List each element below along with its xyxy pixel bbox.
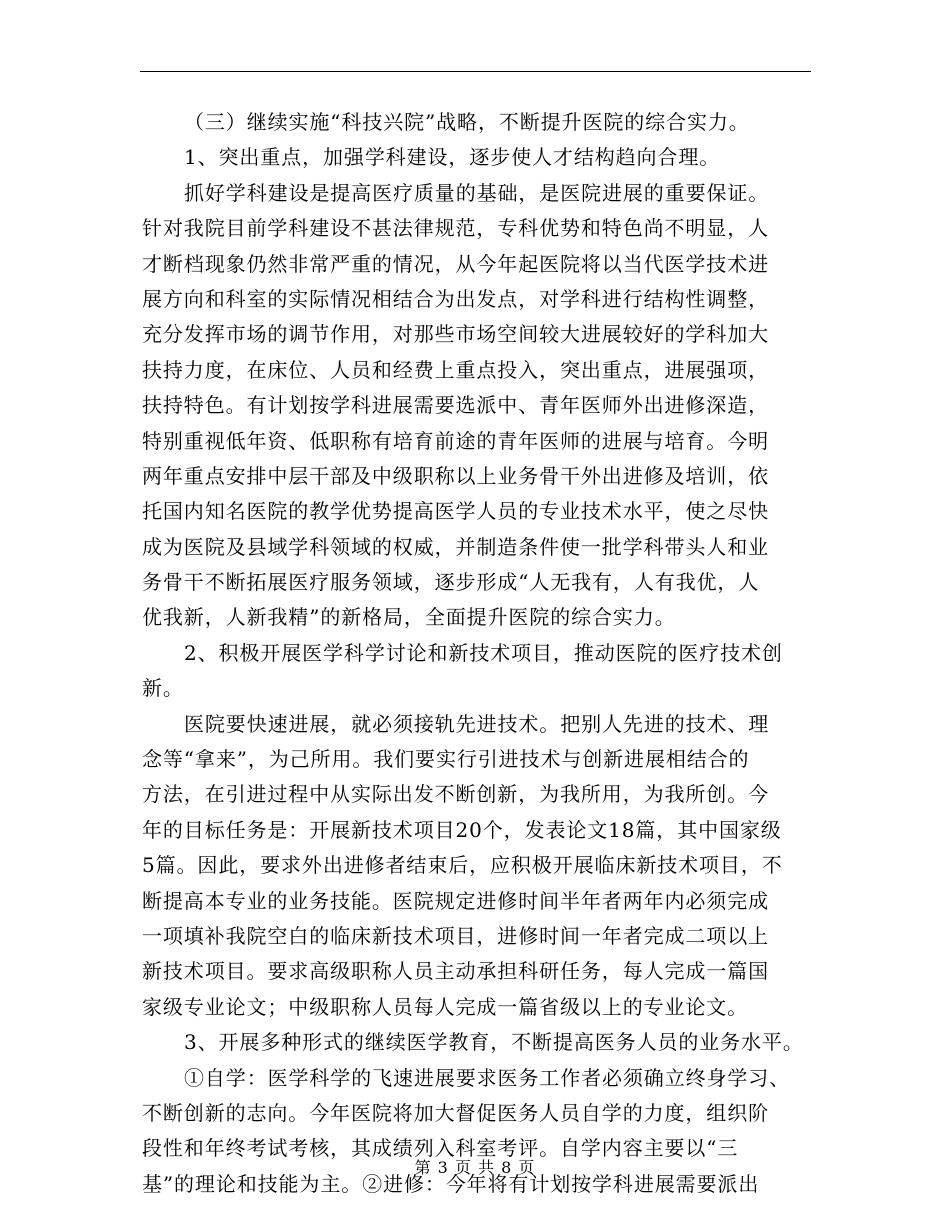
text-line: （三）继续实施“科技兴院”战略，不断提升医院的综合实力。 [184, 110, 750, 134]
text-line: 务骨干不断拓展医疗服务领域，逐步形成“人无我有，人有我优，人 [142, 570, 760, 595]
text-line: 断提高本专业的业务技能。医院规定进修时间半年者两年内必须完成 [142, 888, 769, 913]
document-body [142, 105, 812, 1202]
text-line: 两年重点安排中层干部及中级职称以上业务骨干外出进修及培训，依 [142, 463, 769, 488]
text-line: 扶持力度，在床位、人员和经费上重点投入，突出重点，进展强项， [142, 357, 769, 382]
text-line: 年的目标任务是：开展新技术项目20个，发表论文18篇，其中国家级 [142, 817, 782, 842]
text-line: 不断创新的志向。今年医院将加大督促医务人员自学的力度，组织阶 [142, 1100, 769, 1125]
text-line: 3、开展多种形式的继续医学教育，不断提高医务人员的业务水平。 [184, 1030, 804, 1055]
text-line: 才断档现象仍然非常严重的情况，从今年起医院将以当代医学技术进 [142, 251, 769, 276]
page-number: 第 3 页 共 8 页 [414, 1158, 536, 1177]
text-line: 展方向和科室的实际情况相结合为出发点，对学科进行结构性调整， [142, 286, 769, 311]
text-line: 医院要快速进展，就必须接轨先进技术。把别人先进的技术、理 [184, 711, 770, 736]
text-line: 方法，在引进过程中从实际出发不断创新，为我所用，为我所创。今 [142, 782, 769, 807]
text-line: 基”的理论和技能为主。②进修：今年将有计划按学科进展需要派出 [142, 1171, 760, 1196]
text-line: 2、积极开展医学科学讨论和新技术项目，推动医院的医疗技术创 [184, 640, 783, 665]
text-line: 托国内知名医院的教学优势提高医学人员的专业技术水平，使之尽快 [142, 499, 769, 524]
text-line: 念等“拿来”，为己所用。我们要实行引进技术与创新进展相结合的 [142, 747, 750, 772]
text-line: ①自学：医学科学的飞速进展要求医务工作者必须确立终身学习、 [184, 1065, 791, 1090]
text-line: 段性和年终考试考核，其成绩列入科室考评。自学内容主要以“三 [142, 1136, 739, 1161]
text-line: 5篇。因此，要求外出进修者结束后，应积极开展临床新技术项目，不 [142, 853, 783, 878]
text-line: 优我新，人新我精”的新格局，全面提升医院的综合实力。 [142, 605, 676, 630]
page-footer [0, 1155, 950, 1178]
text-line: 新。 [142, 676, 184, 701]
text-line: 抓好学科建设是提高医疗质量的基础，是医院进展的重要保证。 [184, 180, 770, 205]
text-line: 特别重视低年资、低职称有培育前途的青年医师的进展与培育。今明 [142, 428, 769, 453]
header-rule [140, 71, 811, 72]
text-line: 成为医院及县域学科领域的权威，并制造条件使一批学科带头人和业 [142, 534, 769, 559]
text-line: 1、突出重点，加强学科建设，逐步使人才结构趋向合理。 [184, 145, 721, 170]
text-line: 一项填补我院空白的临床新技术项目，进修时间一年者完成二项以上 [142, 923, 769, 948]
text-line: 针对我院目前学科建设不甚法律规范，专科优势和特色尚不明显，人 [142, 216, 769, 241]
text-line: 家级专业论文；中级职称人员每人完成一篇省级以上的专业论文。 [142, 994, 749, 1019]
text-line: 新技术项目。要求高级职称人员主动承担科研任务，每人完成一篇国 [142, 959, 769, 984]
text-line: 充分发挥市场的调节作用，对那些市场空间较大进展较好的学科加大 [142, 322, 769, 347]
text-line: 扶持特色。有计划按学科进展需要选派中、青年医师外出进修深造， [142, 393, 769, 418]
